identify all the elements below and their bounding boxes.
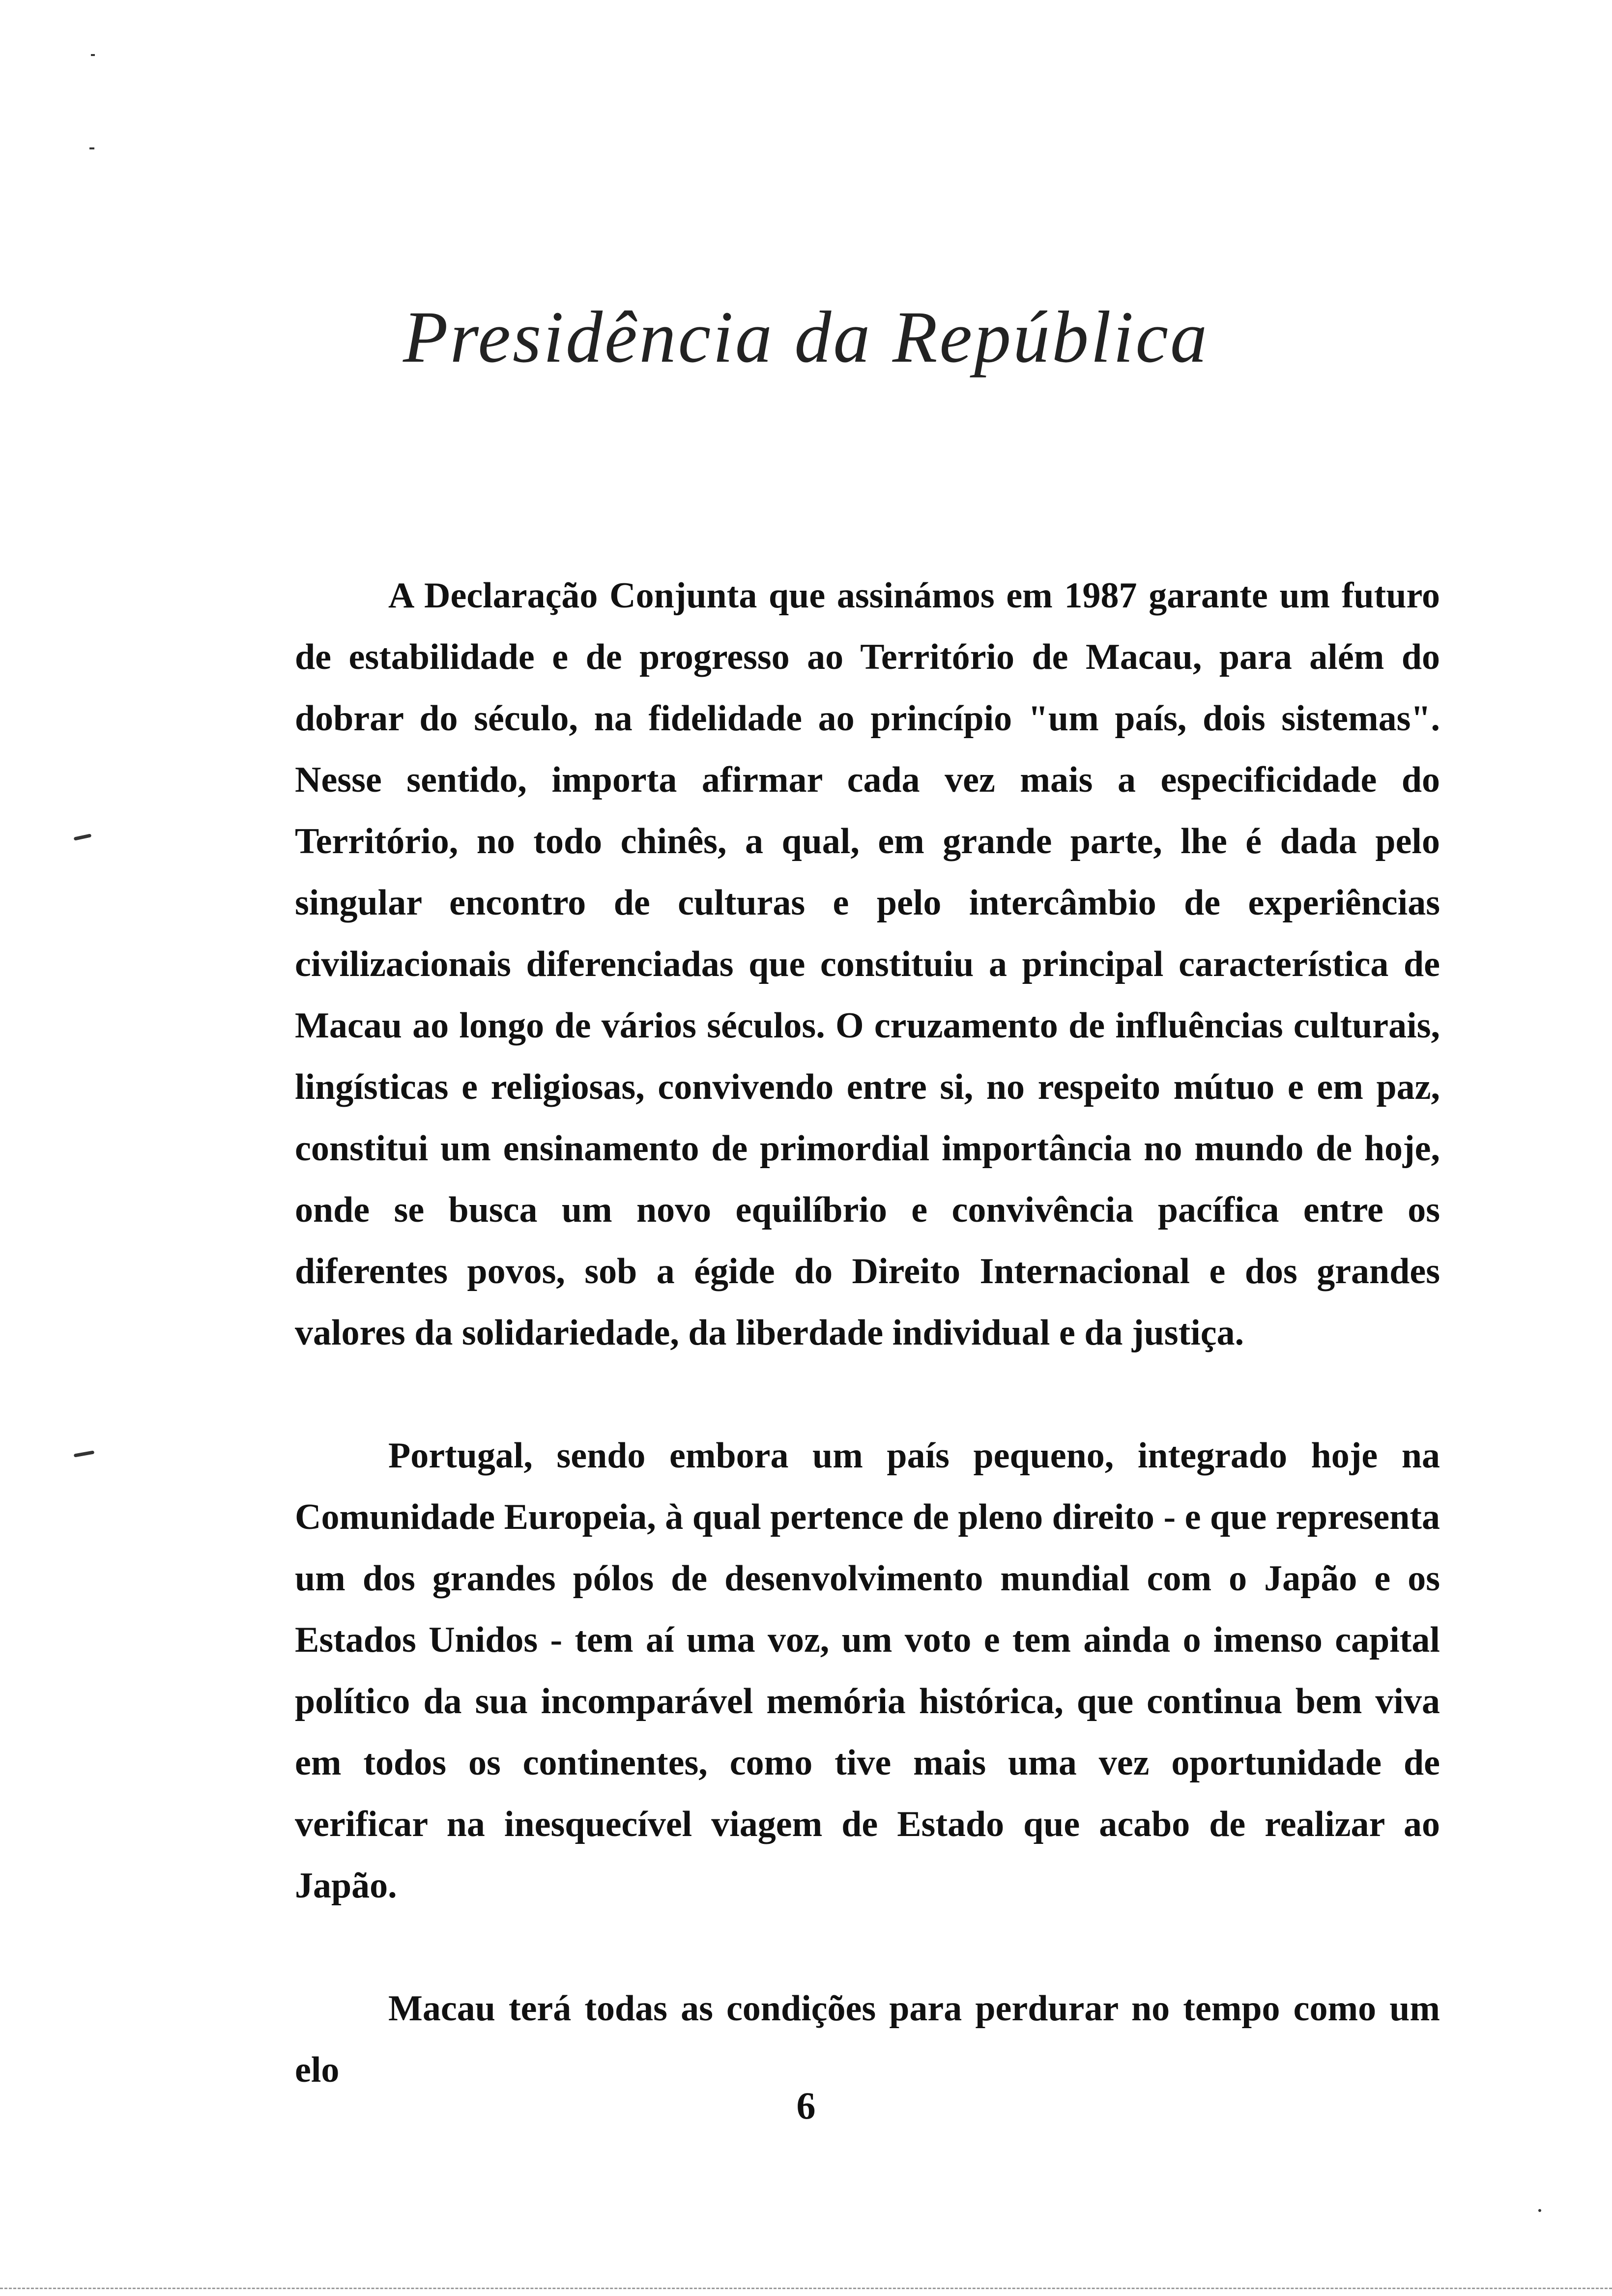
paragraph-1: A Declaração Conjunta que assinámos em 1987 garante um futuro de estabilidade e de progresso ao Território de Macau, para além do dobrar do século, na fidelidade ao princípio "um país, dois sistemas". Nesse sentido, importa afirmar cada vez mais a especificidade do Território, no todo chinês, a qual, em grande parte, lhe é dada pelo singular encontro de culturas e pelo intercâmbio de experiências civilizacionais diferenciadas que constituiu a principal característica de Macau ao longo de vários séculos. O cruzamento de influências culturais, lingísticas e religiosas, convivendo entre si, no respeito mútuo e em paz, constitui um ensinamento de primordial importância no mundo de hoje, onde se busca um novo equilíbrio e convivência pacífica entre os diferentes povos, sob a égide do Direito Internacional e dos grandes valores da solidariedade, da liberdade individual e da justiça. (295, 575, 1440, 1353)
document-body (295, 565, 1440, 2101)
page-number: 6 (796, 2084, 816, 2127)
margin-punch-mark (74, 1450, 95, 1457)
scan-edge-line (0, 2288, 1612, 2289)
margin-punch-mark (74, 833, 92, 840)
scan-speck (1538, 2209, 1541, 2212)
paragraph-3: Macau terá todas as condições para perdurar no tempo como um elo (295, 1988, 1440, 2090)
letterhead-script: Presidência da República (403, 296, 1209, 378)
paragraph-2: Portugal, sendo embora um país pequeno, integrado hoje na Comunidade Europeia, à qual pertence de pleno direito - e que representa um dos grandes pólos de desenvolvimento mundial com o Japão e os Estados Unidos - tem aí uma voz, um voto e tem ainda o imenso capital político da sua incomparável memória histórica, que continua bem viva em todos os continentes, como tive mais uma vez oportunidade de verificar na inesquecível viagem de Estado que acabo de realizar ao Japão. (295, 1435, 1440, 1906)
scan-speck (89, 147, 94, 149)
scan-speck (91, 54, 95, 56)
